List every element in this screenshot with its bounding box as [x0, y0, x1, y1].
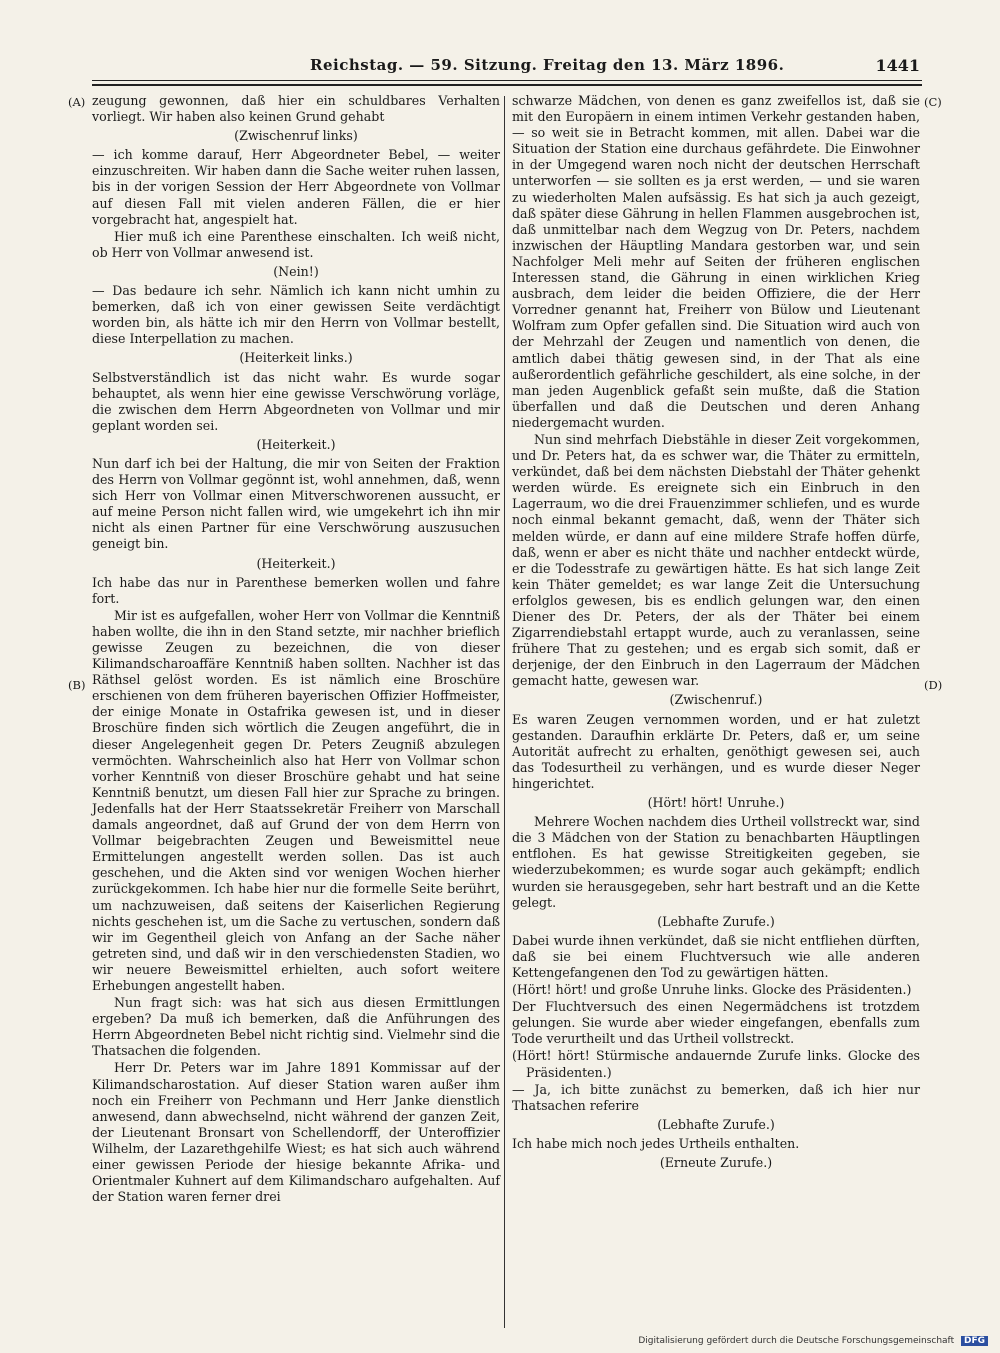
dfg-logo: DFG — [961, 1336, 988, 1346]
paragraph: Es waren Zeugen vernommen worden, und er hat zuletzt gestanden. Daraufhin erklärte Dr. Peters, daß er, um seine Autorität aufrecht zu erhalten, genöthigt gewesen sei, auch das Todesurtheil zu verhängen, und es wurde dieser Neger hingerichtet. — [512, 711, 920, 791]
paragraph: — ich komme darauf, Herr Abgeordneter Bebel, — weiter einzuschreiten. Wir haben dann die Sache weiter ruhen lassen, bis in der vorigen Session der Herr Abgeordnete von Vollmar auf diesen Fall mit vielen anderen Fällen, die er hier vorgebracht hat, angespielt hat. — [92, 147, 500, 227]
paragraph: Hier muß ich eine Parenthese einschalten. Ich weiß nicht, ob Herr von Vollmar anwesend ist. — [92, 228, 500, 260]
paragraph: Mehrere Wochen nachdem dies Urtheil vollstreckt war, sind die 3 Mädchen von der Station zu benachbarten Häuptlingen entflohen. Es hat gewisse Streitigkeiten gegeben, sie wiederzubekommen; es wurde sogar auch gekämpft; endlich wurden sie herausgegeben, sehr hart bestraft und an die Kette gelegt. — [512, 814, 920, 910]
paragraph: Ich habe mich noch jedes Urtheils enthalten. — [512, 1135, 800, 1151]
interjection: (Hört! hört! Stürmische andauernde Zurufe links. Glocke des Präsidenten.) — [512, 1048, 920, 1080]
paragraph: — Das bedaure ich sehr. Nämlich ich kann nicht umhin zu bemerken, daß ich von einer gewissen Seite verdächtigt worden bin, als hätte ich mir den Herrn von Vollmar bestellt, diese Interpellation zu machen. — [92, 283, 500, 347]
interjection: (Nein!) — [273, 263, 319, 279]
interjection: (Heiterkeit.) — [256, 555, 336, 571]
margin-marker-a: (A) — [68, 95, 86, 109]
interjection: (Hört! hört! Unruhe.) — [647, 795, 785, 811]
paragraph: Selbstverständlich ist das nicht wahr. Es wurde sogar behauptet, als wenn hier eine gewisse Verschwörung vorläge, die zwischen dem Herrn Abgeordneten von Vollmar und mir geplant worden sei. — [92, 369, 500, 433]
interjection: (Lebhafte Zurufe.) — [657, 913, 775, 929]
paragraph: Dabei wurde ihnen verkündet, daß sie nicht entfliehen dürften, daß sie bei einem Fluchtversuch wie alle anderen Kettengefangenen den Tod zu gewärtigen hätten. — [512, 932, 920, 980]
paragraph: Nun fragt sich: was hat sich aus diesen Ermittlungen ergeben? Da muß ich bemerken, daß die Anführungen des Herrn Abgeordneten Bebel nicht richtig sind. Vielmehr sind die Thatsachen die folgenden. — [92, 995, 500, 1059]
interjection: (Erneute Zurufe.) — [659, 1155, 773, 1170]
margin-marker-b: (B) — [68, 678, 86, 692]
paragraph: Nun darf ich bei der Haltung, die mir von Seiten der Fraktion des Herrn von Vollmar gegönnt ist, wohl annehmen, daß, wenn sich Herr von Vollmar einen Mitverschworenen aussucht, er auf meine Person nicht fallen wird, wie umgekehrt ich ihn mir nicht als einen Partner für eine Verschwörung auszusuchen geneigt bin. — [92, 455, 500, 552]
footer-credit — [638, 1336, 988, 1346]
paragraph: schwarze Mädchen, von denen es ganz zweifellos ist, daß sie mit den Europäern in einem intimen Verkehr gestanden haben, — so weit sie in Betracht kommen, mit allen. Dabei war die Situation der Station eine durchaus gefährdete. Die Einwohner in der Umgegend waren noch nicht der deutschen Herrschaft unterworfen — sie sollten es ja erst werden, — und sie waren zu wiederholten Malen aufsässig. Es hat sich ja auch gezeigt, daß später diese Gährung in hellen Flammen ausgebrochen ist, daß unmittelbar nach dem Wegzug von Dr. Peters, nachdem inzwischen der Häuptling Mandara gestorben war, und sein Nachfolger Meli mehr auf Seiten der früheren englischen Interessen stand, die Gährung in einen wirklichen Krieg ausbrach, dem leider die beiden Offiziere, die der Herr Vorredner genannt hat, Freiherr von Bülow und Lieutenant Wolfram zum Opfer gefallen sind. Die Situation wird auch von der Mehrzahl der Zeugen und namentlich von denen, die amtlich dabei thätig gewesen sind, in der That als eine außerordentlich gefährliche geschildert, als eine solche, in der man jeden Augenblick gefaßt sein mußte, daß die Station überfallen und daß die Deutschen und deren Anhang niedergemacht wurden. — [512, 93, 920, 430]
margin-marker-c: (C) — [924, 95, 942, 109]
left-column — [92, 93, 500, 1206]
interjection: (Zwischenruf.) — [669, 692, 763, 708]
interjection: (Heiterkeit links.) — [239, 350, 353, 366]
paragraph: — Ja, ich bitte zunächst zu bemerken, daß ich hier nur Thatsachen referire — [512, 1081, 920, 1113]
running-header — [90, 56, 920, 80]
interjection: (Zwischenruf links) — [234, 128, 358, 144]
interjection: (Hört! hört! und große Unruhe links. Glocke des Präsidenten.) — [512, 982, 912, 998]
right-column — [512, 93, 920, 1174]
paragraph: Mir ist es aufgefallen, woher Herr von Vollmar die Kenntniß haben wollte, die ihn in den Stand setzte, mir nachher brieflich gewisse Zeugen zu bezeichnen, die von dieser Kilimandscharoaffäre Kenntniß haben sollten. Nachher ist das Räthsel gelöst worden. Es ist nämlich eine Broschüre erschienen von dem früheren bayerischen Offizier Hoffmeister, der einige Monate in Ostafrika gewesen ist, und in dieser Broschüre finden sich wörtlich die Zeugen angeführt, die in dieser Angelegenheit gegen Dr. Peters Zeugniß abzulegen vermöchten. Wahrscheinlich also hat Herr von Vollmar schon vorher Kenntniß von dieser Broschüre gehabt und hat seine Kenntniß benutzt, um diesen Fall hier zur Sprache zu bringen. Jedenfalls hat der Herr Staatssekretär Freiherr von Marschall damals angeordnet, daß auf Grund der von dem Herrn von Vollmar beigebrachten Zeugen und Beweismittel neue Ermittelungen angestellt werden sollen. Das ist auch geschehen, und die Akten sind vor wenigen Wochen hierher zurückgekommen. Ich habe hier nur die formelle Seite berührt, um nachzuweisen, daß seitens der Kaiserlichen Regierung nichts geschehen ist, um die Sache zu vertuschen, sondern daß wir im Gegentheil gleich von Anfang an der Sache näher getreten sind, und daß wir in den verschiedensten Stadien, wo wir neuere Beweismittel erhielten, auch sofort weitere Erhebungen angestellt haben. — [92, 607, 500, 993]
paragraph: Nun sind mehrfach Diebstähle in dieser Zeit vorgekommen, und Dr. Peters hat, da es schwer war, die Thäter zu ermitteln, verkündet, daß bei dem nächsten Diebstahl der Thäter gehenkt werden würde. Es ereignete sich ein Einbruch in den Lagerraum, wo die drei Frauenzimmer schliefen, und es wurde noch einmal bekannt gemacht, daß, wenn der Thäter sich melden würde, er dann auf eine mildere Strafe hoffen dürfe, daß, wenn er aber es nicht thäte und nachher entdeckt würde, er die Todesstrafe zu gewärtigen hätte. Es hat sich lange Zeit kein Thäter gemeldet; es war lange Zeit die Untersuchung erfolglos gewesen, bis es endlich gelungen war, den einen Diener des Dr. Peters, der als der Thäter bei einem Zigarrendiebstahl ertappt wurde, auch zu veranlassen, seine frühere That zu gestehen; und es ergab sich somit, daß er derjenige, der den Einbruch in den Lagerraum der Mädchen gemacht hatte, gewesen war. — [512, 431, 920, 689]
paragraph: Ich habe das nur in Parenthese bemerken wollen und fahre fort. — [92, 574, 500, 606]
interjection: (Lebhafte Zurufe.) — [657, 1116, 775, 1132]
margin-marker-d: (D) — [924, 678, 943, 692]
header-rule-thick — [92, 84, 922, 86]
paragraph: zeugung gewonnen, daß hier ein schuldbares Verhalten vorliegt. Wir haben also keinen Grund gehabt — [92, 93, 500, 125]
header-title: Reichstag. — 59. Sitzung. Freitag den 13. März 1896. — [310, 56, 785, 74]
interjection: (Heiterkeit.) — [256, 436, 336, 452]
paragraph: Der Fluchtversuch des einen Negermädchens ist trotzdem gelungen. Sie wurde aber wieder eingefangen, ebenfalls zum Tode verurtheilt und das Urtheil vollstreckt. — [512, 999, 920, 1047]
column-separator — [504, 96, 505, 1328]
paragraph: Herr Dr. Peters war im Jahre 1891 Kommissar auf der Kilimandscharostation. Auf dieser Station waren außer ihm noch ein Freiherr von Pechmann und Herr Janke dienstlich anwesend, dann abwechselnd, nicht während der ganzen Zeit, der Lieutenant Bronsart von Schellendorff, der Unteroffizier Wilhelm, der Lazarethgehilfe Wiest; es hat sich auch während einer gewissen Periode der hiesige bekannte Afrika- und Orientmaler Kuhnert auf dem Kilimandscharo aufgehalten. Auf der Station waren ferner drei — [92, 1060, 500, 1205]
footer-text: Digitalisierung gefördert durch die Deutsche Forschungsgemeinschaft — [638, 1336, 955, 1346]
header-rule — [92, 80, 922, 81]
page-number: 1441 — [875, 56, 920, 75]
